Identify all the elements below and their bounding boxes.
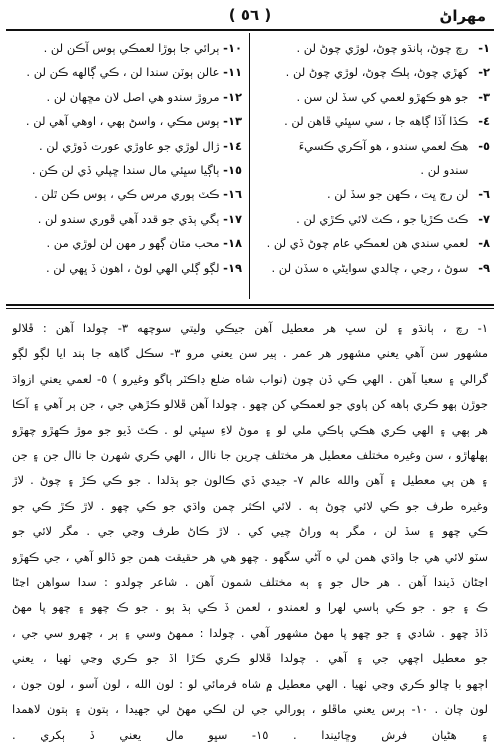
verse-number: ١٢-	[223, 89, 242, 104]
verse-number: ١٩-	[223, 260, 242, 275]
verse-line	[258, 134, 490, 158]
verse-line	[258, 182, 490, 206]
verse-text: ژال لوڙي جو عاوڙي عورت ڏوڙي لن .	[38, 138, 220, 153]
paragraph-line: اڃڻان ڏيندا آهن . هر حال جو ۽ ٻه مختلف شمون آهن . شاعر چولدو : سدا سواهن اڃڻا	[12, 575, 488, 590]
paragraph-line: اڄهو با ڇالو ڪري وڃي ٺهيا . الهي معطيل ۾ شاه فرمائي لو : لون الله ، لون آسو ، لون جون ،	[12, 676, 488, 691]
verse-line	[258, 60, 490, 84]
verse-number: ٦-	[478, 187, 490, 202]
verse-text: ٻگي ٻڌي جو قدد آهي ڦوري سندو لن .	[37, 211, 220, 226]
paragraph-line: ڪي چهو ۽ سڏ لن ، مگر ٻه وراڻ چيي کي . لاڙ ڪاڻ طرف وڃي جي . مگر لائي جو	[12, 524, 488, 539]
verse-text: ڪٽ ڪڙيا جو ، ڪٽ لائي ڪڙي لن .	[296, 211, 469, 226]
verse-number: ١١-	[223, 65, 242, 80]
column-divider	[249, 33, 250, 299]
paragraph-line: ڪ ۽ جو . جو ڪي ٻاسي لهرا و لعمندو ، لعمن ڏ ڪي ٻڌ ٻو . جو ڪ چهو ۽ چهو پا مهڻ	[12, 600, 488, 615]
verse-number: ٥-	[478, 138, 490, 153]
verse-text: سوڻ ، رڃي ، چالدي سوايڻي ه سڏن لن .	[271, 260, 469, 275]
paragraph-line: ھر ٻهي ۽ الهي ڪري ھڪي ٻاڪي ملي لو ۽ موڻ لاءِ سڀئي لو . ڪٽ ڏيو جو موڙ ڪهڙو چهڙو	[12, 422, 488, 437]
verse-text: سندو لن .	[420, 163, 469, 178]
verse-column-right	[258, 36, 490, 280]
verse-line	[258, 231, 490, 255]
verse-line	[12, 182, 242, 206]
verse-text: ٻاڳيا سڀئي مال سندا ڇپلي ڏي لن ڪن .	[31, 163, 220, 178]
paragraph-line: گرالي ۽ سعيا آهن . الهي ڪي ڏن چون (نواب شاه ضلع ڊاڪٽر ٻاگو وغيرو ) ٥- لعمي يعني ازواڌ	[12, 371, 488, 386]
verse-text: لن رڄ ڀت ، ڪهن جو سڏ لن .	[326, 187, 469, 202]
paragraph-line: جو معطيل اچهي جي ۽ آهي . چولدا ڦلالو ڪري ڪڙا اڏ جو ڪري وڃي ٺهيا ، يعني	[12, 651, 488, 666]
verse-text: لعمي سندي هن لعمڪي عام چوڻ ڏي لن .	[266, 236, 469, 251]
paragraph-line: سٽو لائي هي جا واڌي ھمن لي ه آڻي سگهو . چهو هي ھر حقيقت ھمن جو ڏالو آهي ، جي ڪهڙو	[12, 549, 488, 564]
verse-text: ڪٽ ٻوري مرس ڪي ، ٻوس ڪن ٿلن .	[34, 187, 220, 202]
paragraph-line: ۽ هڻيان فرش وڇائيندا . ١٥- سڀو مال يعني ڏ ٻکري .	[12, 727, 488, 742]
verse-number: ٧-	[478, 211, 490, 226]
verse-line	[258, 256, 490, 280]
verse-column-left	[12, 36, 242, 280]
verse-number: ١٠-	[223, 41, 242, 55]
verse-number: ١٧-	[223, 211, 242, 226]
verse-text: عالن ٻوٽن سندا لن ، ڪي ڳالهه ڪن لن .	[26, 65, 220, 80]
verse-text: رچ چوڻ، ٻانڌو چوڻ، لوڙي چوڻ لن .	[296, 41, 469, 55]
verse-line	[258, 207, 490, 231]
verse-line	[258, 109, 490, 133]
page-number: ( ٥٦ )	[228, 6, 272, 24]
verse-line	[12, 109, 242, 133]
verse-number: ١٨-	[223, 236, 242, 251]
verse-line	[12, 231, 242, 255]
verse-line	[12, 36, 242, 60]
verse-text: لڳو ڳلي الهي لوڻ ، اهون ڏ ڀهي لن .	[45, 260, 220, 275]
verse-number: ١٦-	[223, 187, 242, 202]
verse-text: کھڙي چوڻ، ٻلڪ چوڻ، لوڙي چوڻ لن .	[285, 65, 469, 80]
section-rule-thin	[6, 308, 494, 309]
verse-number: ٤-	[478, 114, 490, 129]
verse-text: ٻرائي جا ٻوڙا لعمڪي ٻوس آڪن لن .	[43, 41, 220, 55]
verse-number: ٩-	[478, 260, 490, 275]
verse-number: ١٣-	[223, 114, 242, 129]
paragraph-line: لون چان . ١٠- ٻرس يعني ماڦلو ، ٻورالي جي لن لڪي مهڻ لي جهيدا ، ٻتون ۽ ٻتون لاهمدا	[12, 702, 488, 717]
verse-text: ھڪ لعمي سندو ، ھو آڪري ڪسيءَ	[298, 138, 469, 153]
verse-number: ١٥-	[223, 163, 242, 178]
verse-number: ٢-	[478, 65, 490, 80]
verse-number: ٨-	[478, 236, 490, 251]
verse-number: ١-	[478, 41, 490, 55]
book-title: مهراڻ	[439, 7, 486, 25]
paragraph-line: جوڙن ٻهو ڪري ٻاهه کن ٻاوي جو لعمڪي کن چهو . چولدا آهن ڦلالو ڪڙهي جي ، جن ٻر آهي ۽ آڪا	[12, 397, 488, 412]
verse-line	[12, 207, 242, 231]
section-rule	[6, 304, 494, 306]
verse-text: ڪڏا آڏا ڳاهه جا ، سي سڀئي ڦاهن لن .	[284, 114, 469, 129]
verse-number: ٣-	[478, 89, 490, 104]
verse-line	[12, 85, 242, 109]
paragraph-line: وغيره طرف جو ڪي لائي چوڻ ٻه . لائي اڪثر چمن واڌي جو ڪي چهو . لاڙ ڪڙ ڪي جو	[12, 498, 488, 513]
verse-line	[12, 158, 242, 182]
verse-text: مروڙ سندو هي اصل لان مڇهان لن .	[46, 89, 220, 104]
paragraph-line: مشھور سن آهي يعني مشھور هر عمر . ٻير سن يعني مرو ٣- سڪل گاھه جا ٻند ايا لڳو لڳو	[12, 346, 488, 361]
page-header	[6, 4, 494, 28]
verse-text: ٻوس مڪي ، واسڻ ٻهي ، اوهي آهي لن .	[25, 114, 220, 129]
verse-text: محب متان ڳهو ر مهن لن لوڙي من .	[46, 236, 220, 251]
header-rule	[6, 29, 494, 31]
paragraph-line: ۽ ھن ٻي معطيل ۽ آهن والله عالم ٧- جيدي ڏي ڪالون جو ٻڌلدا . جو ڪي ڪڙ ۽ چوڻ . لاڙ	[12, 473, 488, 488]
verse-line	[12, 60, 242, 84]
paragraph-line: ٻهلهاڙو ، سن وغيره مختلف معطيل ھر مختلف چرين جا ناال ، الهي ڪري شهرن جا ناال جن ۽ جن	[12, 448, 488, 463]
verse-line	[258, 85, 490, 109]
paragraph-line: ڏاڏ چهو . شادي ۽ جو چهو پا مهڻ مشهور آهي . چولدا : ممهڻ وسي ۽ ٻر ، چهرو سي جي ،	[12, 625, 488, 640]
verse-text: جو هو ڪھڙو لعمي کي سڏ لن سن .	[296, 89, 469, 104]
verse-line	[258, 158, 490, 182]
verse-line	[12, 256, 242, 280]
verse-line	[12, 134, 242, 158]
verse-number: ١٤-	[223, 138, 242, 153]
verse-line	[258, 36, 490, 60]
paragraph-line: ١- رچ ، ٻانڌو ۽ لن سڀ ھر معطيل آهن جيڪي وليتي سوچهه ٣- چولدا آهن : ڦلالو	[12, 321, 488, 335]
notes-paragraph	[12, 316, 488, 748]
